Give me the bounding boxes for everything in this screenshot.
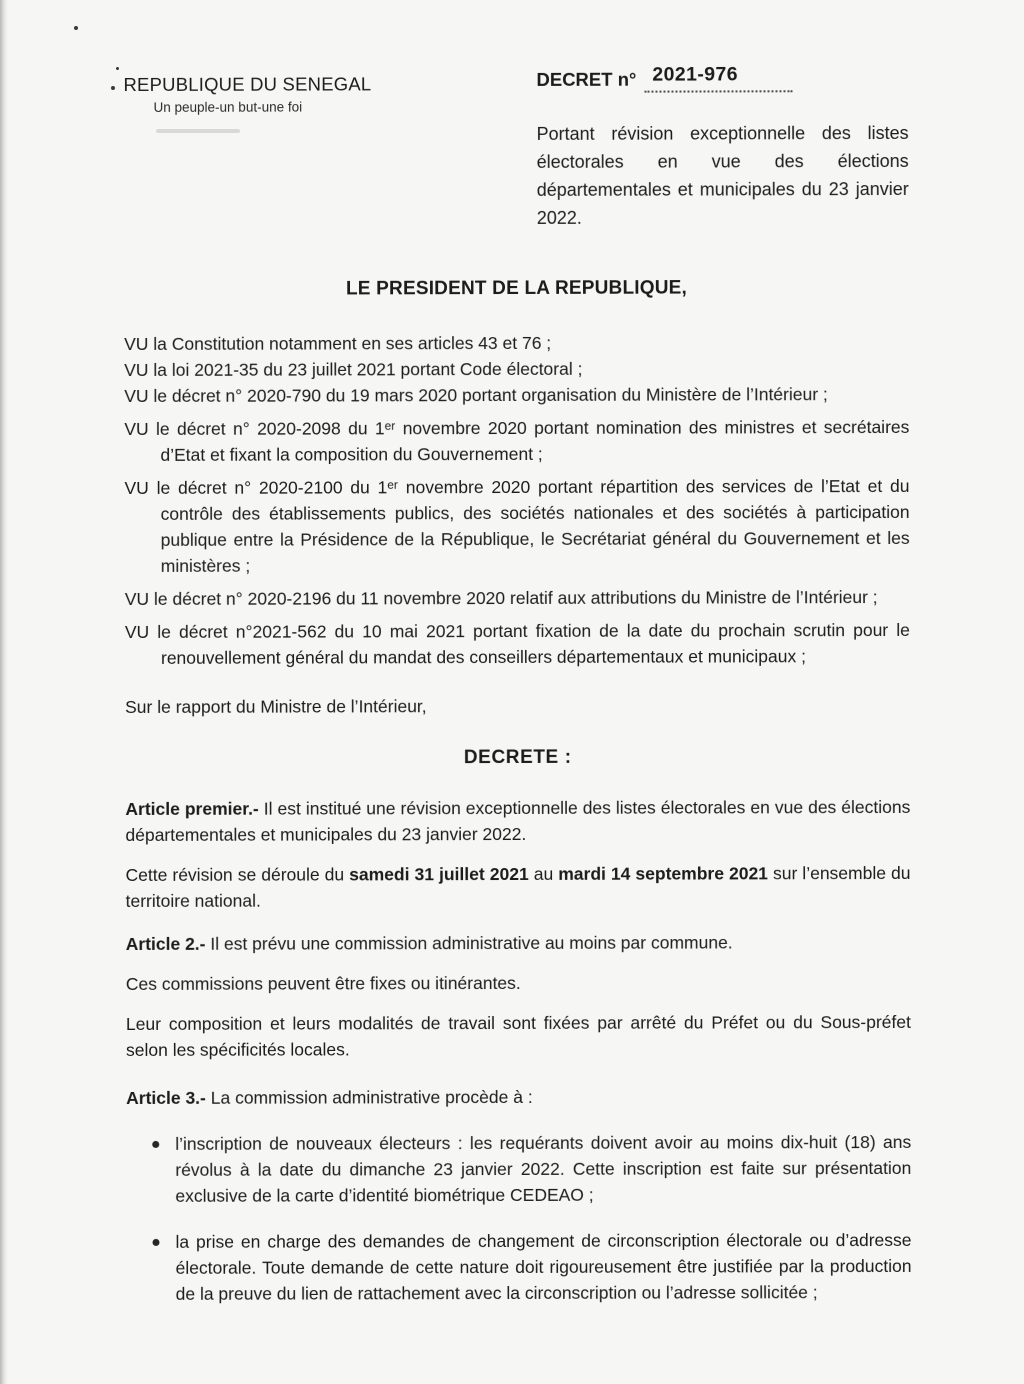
document-header bbox=[123, 63, 908, 233]
article-3-text: La commission administrative procède à : bbox=[205, 1086, 533, 1108]
article-1-text: Il est institué une révision exceptionnelle des listes électorales en vue des élections départementales et municipales du 23 janvier 2022. bbox=[125, 796, 911, 846]
visa-item: VU le décret n°2021-562 du 10 mai 2021 portant fixation de la date du prochain scrutin pour le renouvellement général du mandat des conseillers départementaux et municipaux ; bbox=[124, 619, 910, 668]
bullet-item bbox=[126, 1227, 911, 1307]
revision-period-paragraph bbox=[126, 860, 911, 914]
bullet-text: l’inscription de nouveaux électeurs : les requérants doivent avoir au moins dix-huit (18) ans révolus à la date du dimanche 23 janvier 2022. Cette inscription est faite sur présentation exclusive de la carte d’identité biométrique CEDEAO ; bbox=[175, 1131, 912, 1206]
period-text: au bbox=[528, 863, 559, 884]
article-2-label: Article 2.- bbox=[125, 933, 206, 955]
decree-number-line bbox=[536, 63, 908, 93]
visa-item: VU le décret n° 2020-790 du 19 mars 2020 portant organisation du Ministère de l’Intérieur ; bbox=[124, 384, 828, 407]
visa-item: VU la Constitution notamment en ses articles 43 et 76 ; bbox=[124, 332, 552, 355]
visa-list bbox=[124, 329, 910, 671]
article-1 bbox=[125, 794, 910, 848]
period-end-date: mardi 14 septembre 2021 bbox=[558, 863, 768, 884]
article-3-bullet-list bbox=[126, 1129, 911, 1307]
composition-paragraph: Leur composition et leurs modalités de travail sont fixées par arrêté du Préfet ou du Sous-préfet selon les spécificités locales. bbox=[125, 1011, 911, 1061]
article-3 bbox=[126, 1083, 911, 1111]
bullet-item bbox=[126, 1129, 911, 1209]
visa-item: VU le décret n° 2020-2100 du 1ᵉʳ novembre 2020 portant répartition des services de l’Etat et du contrôle des établissements publics, des sociétés nationales et des sociétés à participation publique entre la Présidence de la République, le Secrétariat général du Gouvernement et les ministères ; bbox=[124, 475, 910, 576]
republic-block bbox=[123, 64, 371, 115]
president-heading: LE PRESIDENT DE LA REPUBLIQUE, bbox=[345, 277, 688, 300]
visa-item: VU le décret n° 2020-2196 du 11 novembre 2020 relatif aux attributions du Ministre de l’Intérieur ; bbox=[124, 587, 878, 610]
national-motto: Un peuple-un but-une foi bbox=[153, 99, 303, 115]
visa-item: VU la loi 2021-35 du 23 juillet 2021 portant Code électoral ; bbox=[124, 358, 583, 381]
bullet-icon bbox=[152, 1141, 159, 1148]
article-2-text: Il est prévu une commission administrative au moins par commune. bbox=[205, 932, 733, 954]
decree-subject: Portant révision exceptionnelle des listes électorales en vue des élections départementales et municipales du 23 janvier 2022. bbox=[536, 122, 909, 228]
article-1-label: Article premier.- bbox=[125, 798, 259, 820]
period-text: sur l’ensemble du territoire national. bbox=[125, 862, 911, 912]
decree-number: 2021-976 bbox=[652, 63, 738, 86]
republic-title: REPUBLIQUE DU SENEGAL bbox=[123, 73, 372, 96]
bullet-text: la prise en charge des demandes de changement de circonscription électorale ou d’adresse électorale. Toute demande de cette nature doit rigoureusement être justifiée par la production de la preuve du lien de rattachement avec la circonscription ou l’adresse sollicitée ; bbox=[175, 1229, 912, 1304]
period-text: Cette révision se déroule du bbox=[125, 864, 350, 886]
article-3-label: Article 3.- bbox=[126, 1087, 206, 1109]
article-2 bbox=[126, 929, 911, 957]
decree-block bbox=[536, 63, 908, 232]
decree-label: DECRET n° bbox=[536, 68, 637, 90]
period-start-date: samedi 31 juillet 2021 bbox=[349, 863, 529, 885]
visa-item: VU le décret n° 2020-2098 du 1ᵉʳ novembre 2020 portant nomination des ministres et secrétaires d’Etat et fixant la composition du Gouvernement ; bbox=[124, 416, 910, 465]
report-line: Sur le rapport du Ministre de l’Intérieur, bbox=[125, 696, 427, 718]
decree-number-dotted-line bbox=[644, 63, 792, 92]
decrete-heading: DECRETE : bbox=[463, 746, 572, 769]
bullet-icon bbox=[152, 1239, 159, 1246]
commissions-paragraph: Ces commissions peuvent être fixes ou itinérantes. bbox=[125, 972, 521, 995]
